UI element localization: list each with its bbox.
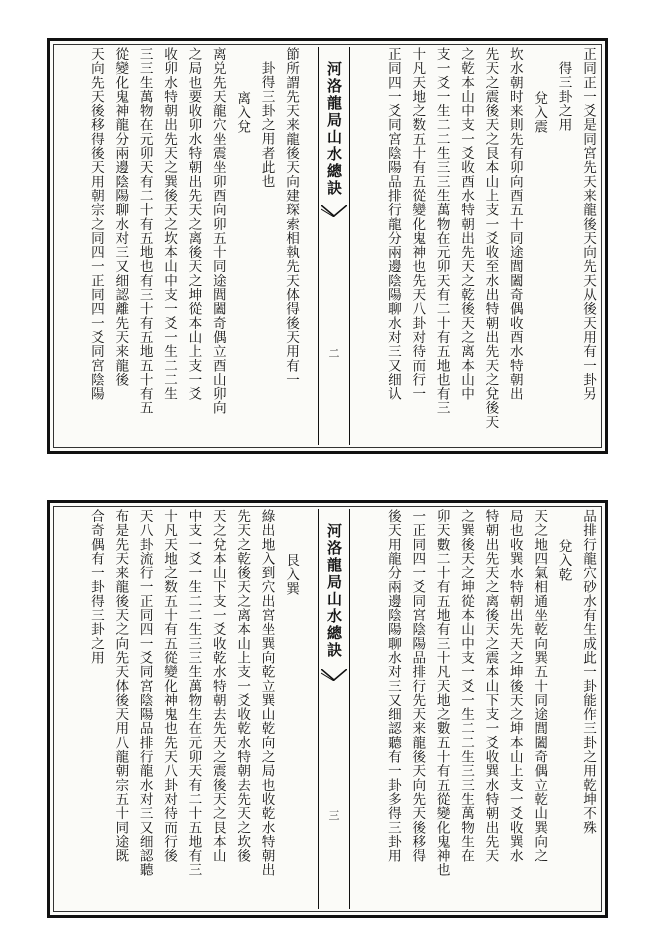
text-column: 卯天數二十有五地有三十凡天地之數五十有五從變化鬼神也 bbox=[433, 509, 450, 877]
text-column: 天八卦流行一正同四一爻同宮陰陽品排行龍水对三又细認聽 bbox=[136, 509, 153, 877]
right-text-block bbox=[356, 509, 599, 909]
page-number: 三 bbox=[328, 809, 340, 822]
center-spine bbox=[318, 509, 350, 909]
book-title: 河洛龍局山水總訣 bbox=[325, 523, 343, 659]
text-column: 之乾本山中支一爻收酉水特朝出先天之乾後天之离本山中 bbox=[458, 47, 475, 401]
text-column: 先天之乾後天之离本山上支一爻收乾水特朝去先天之坎後 bbox=[234, 509, 251, 863]
right-text-block bbox=[356, 47, 599, 445]
section-heading: 兌入震 bbox=[531, 91, 548, 134]
text-column: 品排行龍穴砂水有生成此一卦能作三卦之用乾坤不殊 bbox=[580, 509, 596, 835]
text-column: 天之地四氣相通坐乾向巽五十同途閭闔奇偶立乾山巽向之 bbox=[531, 509, 548, 863]
text-column: 十凡天地之数五十有五從變化鬼神也先天八卦对待而行一 bbox=[409, 47, 426, 401]
text-column: 得三卦之用 bbox=[555, 61, 572, 132]
section-heading: 艮入巽 bbox=[283, 553, 299, 596]
text-column: 節所謂先天来龍後天向建琛索相執先天体得後天用有一 bbox=[283, 47, 299, 387]
text-column: 局也收巽水特朝出先天之坤後天之坤本山上支一爻收巽水 bbox=[506, 509, 523, 863]
text-column: 合奇偶有一卦得三卦之用 bbox=[87, 509, 104, 665]
text-column: 之巽後天之坤從本山中支一爻一生二二生三三生萬物生在 bbox=[458, 509, 475, 863]
text-column: 後天用龍分兩邊陰陽聊水对三又细認聽有一卦多得三卦用 bbox=[384, 509, 401, 863]
left-text-block bbox=[56, 509, 302, 909]
center-spine bbox=[318, 47, 350, 445]
page-bottom bbox=[47, 500, 608, 918]
text-column: 离兑先天龍穴坐震坐卯酉向卯五十同途閭闔奇偶立酉山卯向 bbox=[209, 47, 226, 415]
section-heading: 离入兌 bbox=[234, 91, 251, 134]
text-column: 正同正一爻是同宮先天来龍後天向先天从後天用有一卦另 bbox=[580, 47, 596, 401]
text-column: 天之兌本山下支一爻收乾水特朝去先天之震後天之艮本山 bbox=[209, 509, 226, 863]
text-column: 正同四一爻同宮陰陽品排行龍分兩邊陰陽聊水对三又细认 bbox=[384, 47, 401, 401]
text-column: 中支一爻一生二二生三三生萬物生在元卯天有二十五地有三 bbox=[185, 509, 202, 877]
text-column: 坎水朝时来則先有卯向酉五十同途閭闔奇偶收酉水特朝出 bbox=[506, 47, 523, 401]
text-column: 布是先天来龍後天之向先天体後天用八龍朝宗五十同途既 bbox=[112, 509, 129, 863]
text-column: 卦得三卦之用者此也 bbox=[258, 61, 275, 189]
text-column: 三三生萬物在元卯天有二十有五地也有三十有五地五十有五 bbox=[136, 47, 153, 415]
page-number: 二 bbox=[328, 347, 340, 360]
text-column: 收卯水特朝出先天之巽後天之坎本山中支一爻一生二二生 bbox=[161, 47, 178, 401]
text-column: 之局也要收卯水特朝出先天之离後天之坤從本山上支一爻 bbox=[185, 47, 202, 401]
text-column: 十凡天地之数五十有五從變化神鬼也先天八卦对待而行後 bbox=[161, 509, 178, 863]
text-column: 綠出地入到穴出宮坐巽向乾立巽山乾向之局也收乾水特朝出 bbox=[258, 509, 275, 877]
text-column: 天向先天後移得後天用朝宗之同四一正同四一爻同宮陰陽 bbox=[87, 47, 104, 401]
text-column: 從變化鬼神龍分兩邊陰陽聊水对三又细認離先天来龍後 bbox=[112, 47, 129, 387]
text-column: 一正同四一爻同宮陰陽品排行先天来龍後天向先天後移得 bbox=[409, 509, 426, 863]
section-heading: 兌入乾 bbox=[555, 539, 572, 582]
left-text-block bbox=[56, 47, 302, 445]
book-title: 河洛龍局山水總訣 bbox=[325, 61, 343, 197]
text-column: 先天之震後天之艮本山上支一爻收至水出特朝出先天之兌後天 bbox=[482, 47, 499, 430]
fishtail-mark-icon bbox=[321, 205, 347, 217]
text-column: 特朝出先天之离後天之震本山下支一爻收巽水特朝出先天 bbox=[482, 509, 499, 863]
text-column: 支一爻一生二二生三三生萬物在元卯天有二十有五地也有三 bbox=[433, 47, 450, 415]
fishtail-mark-icon bbox=[321, 669, 347, 681]
page-top bbox=[47, 38, 608, 454]
